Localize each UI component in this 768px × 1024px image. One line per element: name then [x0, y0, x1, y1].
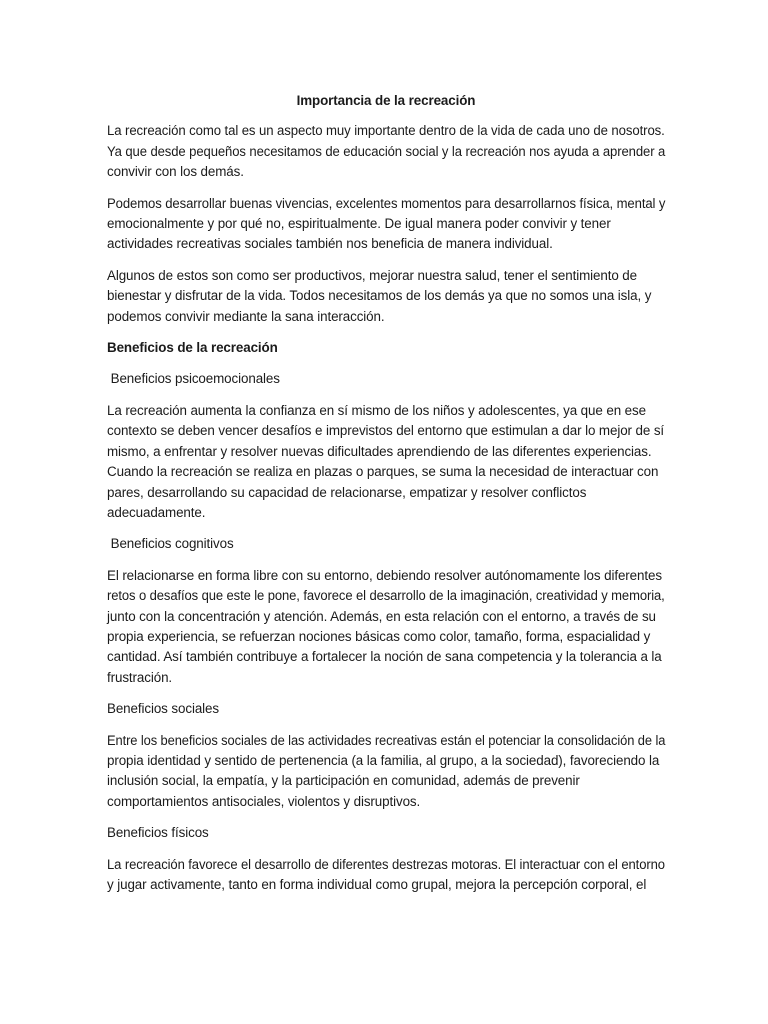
text-line: propia experiencia, se refuerzan nociones básicas como color, tamaño, forma, espacialidad y [107, 628, 651, 644]
paragraph-cognitivos [107, 566, 665, 688]
text-line: cantidad. Así también contribuye a fortalecer la noción de sana competencia y la tolerancia a la [107, 649, 662, 665]
document-title: Importancia de la recreación [296, 93, 476, 108]
intro-paragraph-3 [107, 266, 665, 327]
subheading-text: Beneficios cognitivos [107, 536, 234, 552]
text-line: Entre los beneficios sociales de las actividades recreativas están el potenciar la consolidación de la [107, 732, 666, 748]
text-line: retos o desafíos que este le pone, favorece el desarrollo de la imaginación, creatividad y memoria, [107, 588, 665, 604]
paragraph-fisicos [107, 855, 665, 896]
section-heading-beneficios: Beneficios de la recreación [107, 340, 278, 356]
text-line: El relacionarse en forma libre con su entorno, debiendo resolver autónomamente los diferentes [107, 567, 662, 583]
text-line: bienestar y disfrutar de la vida. Todos necesitamos de los demás ya que no somos una isla, y [107, 288, 652, 304]
text-line: convivir con los demás. [107, 164, 244, 180]
subheading-psicoemocionales [107, 369, 665, 389]
text-line: adecuadamente. [107, 504, 206, 520]
document-body [107, 91, 665, 906]
text-line: podemos convivir mediante la sana interacción. [107, 308, 385, 324]
text-line: inclusión social, la empatía, y la participación en comunidad, además de prevenir [107, 773, 580, 789]
paragraph-sociales [107, 731, 665, 813]
text-line: La recreación favorece el desarrollo de diferentes destrezas motoras. El interactuar con el entorno [107, 856, 665, 872]
subheading-sociales: Beneficios sociales [107, 701, 219, 717]
subheading-cognitivos [107, 534, 665, 554]
text-line: y jugar activamente, tanto en forma individual como grupal, mejora la percepción corporal, el [107, 877, 647, 892]
text-line: Algunos de estos son como ser productivos, mejorar nuestra salud, tener el sentimiento de [107, 267, 637, 283]
text-line: Podemos desarrollar buenas vivencias, excelentes momentos para desarrollarnos física, mental y [107, 195, 666, 211]
text-line: comportamientos antisociales, violentos y disruptivos. [107, 793, 421, 809]
intro-paragraph-1 [107, 121, 665, 182]
subheading-fisicos: Beneficios físicos [107, 825, 209, 841]
text-line: Cuando la recreación se realiza en plazas o parques, se suma la necesidad de interactuar con [107, 464, 659, 480]
text-line: pares, desarrollando su capacidad de relacionarse, empatizar y resolver conflictos [107, 484, 587, 500]
paragraph-psicoemocionales [107, 401, 665, 523]
text-line: junto con la concentración y atención. Además, en esta relación con el entorno, a través de su [107, 608, 656, 624]
text-line: Ya que desde pequeños necesitamos de educación social y la recreación nos ayuda a aprender a [107, 143, 666, 159]
text-line: contexto se deben vencer desafíos e imprevistos del entorno que estimulan a dar lo mejor de sí [107, 423, 665, 439]
text-line: propia identidad y sentido de pertenencia (a la familia, al grupo, a la sociedad), favoreciendo la [107, 752, 660, 768]
text-line: frustración. [107, 669, 173, 685]
text-line: emocionalmente y por qué no, espiritualmente. De igual manera poder convivir y tener [107, 216, 611, 232]
text-line: actividades recreativas sociales también nos beneficia de manera individual. [107, 236, 553, 252]
subheading-text: Beneficios psicoemocionales [107, 371, 280, 387]
text-line: mismo, a enfrentar y resolver nuevas dificultades aprendiendo de las diferentes experiencias. [107, 443, 652, 459]
intro-paragraph-2 [107, 194, 665, 255]
text-line: La recreación como tal es un aspecto muy importante dentro de la vida de cada uno de nosotros. [107, 123, 665, 139]
text-line: La recreación aumenta la confianza en sí mismo de los niños y adolescentes, ya que en ese [107, 402, 646, 418]
